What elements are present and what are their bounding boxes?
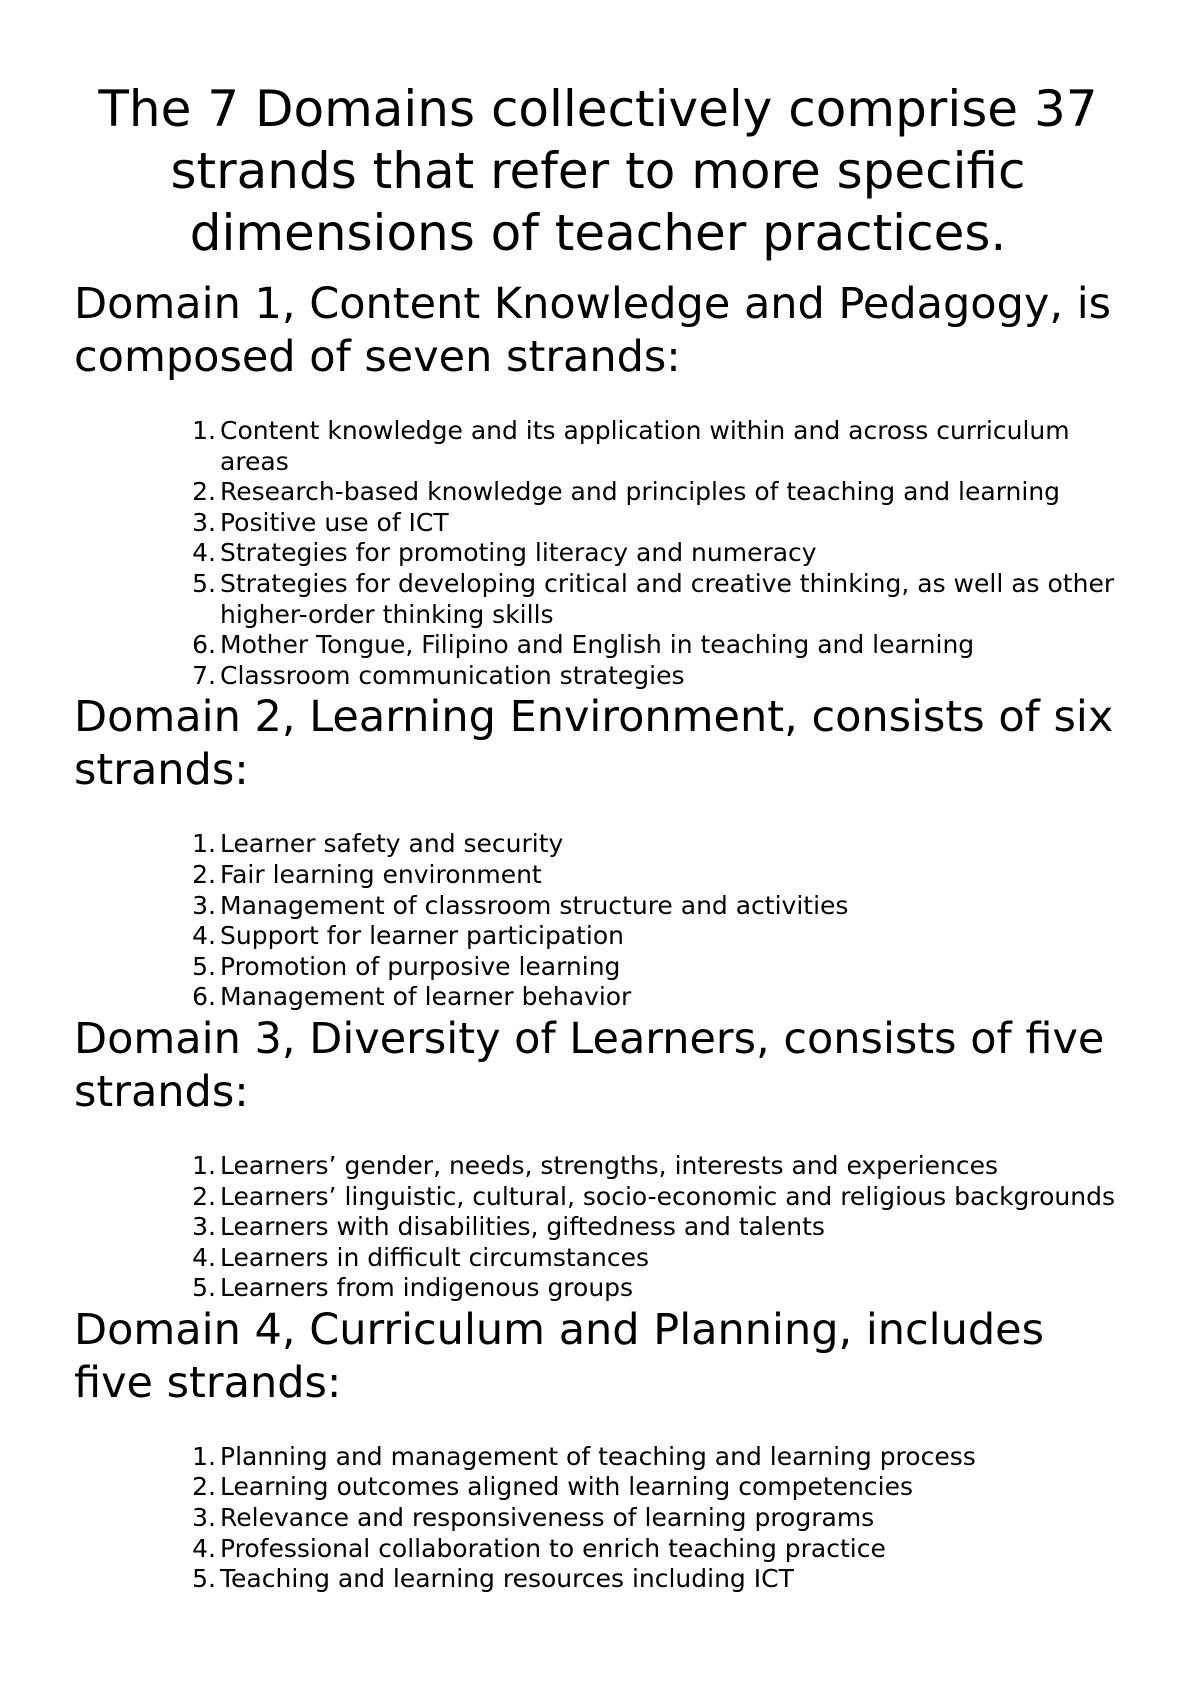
list-item-text: Support for learner participation [220,921,625,951]
list-number: 3. [192,507,216,537]
list-number: 2. [192,859,216,889]
list-number: 4. [192,1242,216,1272]
list-item-text: Learners in difficult circumstances [220,1242,650,1272]
list-item-text: Strategies for developing critical and creative thinking, as well as other higher-order thinking skills [220,568,1115,629]
list-number: 5. [192,1564,216,1594]
domain-3-section [74,1013,1122,1304]
list-item [74,891,1122,922]
list-item-text: Professional collaboration to enrich teaching practice [220,1533,886,1563]
list-item-text: Learner safety and security [220,829,564,859]
list-item [74,477,1122,508]
list-item-text: Teaching and learning resources including ICT [220,1564,794,1594]
list-number: 1. [192,1150,216,1180]
list-item [74,569,1122,630]
list-item [74,982,1122,1013]
domain-2-section [74,691,1122,1013]
list-item [74,1534,1122,1565]
list-item-text: Classroom communication strategies [220,660,685,690]
list-item-text: Content knowledge and its application within and across curriculum areas [220,416,1070,476]
list-item-text: Relevance and responsiveness of learning programs [220,1503,875,1533]
list-item-text: Management of classroom structure and activities [220,890,849,920]
domain-heading: Domain 4, Curriculum and Planning, includes five strands: [74,1304,1045,1408]
list-item [74,860,1122,891]
list-item [74,416,1122,477]
list-item [74,1503,1122,1534]
list-item-text: Mother Tongue, Filipino and English in teaching and learning [220,630,975,660]
domain-heading: Domain 1, Content Knowledge and Pedagogy, is composed of seven strands: [74,279,1112,382]
list-number: 4. [192,538,216,568]
list-item-text: Management of learner behavior [220,982,632,1012]
list-number: 7. [192,660,216,690]
domain-heading: Domain 3, Diversity of Learners, consists of five strands: [74,1013,1105,1117]
domain-heading: Domain 2, Learning Environment, consists of six strands: [74,692,1114,796]
list-number: 6. [192,630,216,660]
list-number: 4. [192,1533,216,1563]
domain-4-section [74,1304,1122,1595]
list-number: 3. [192,890,216,920]
list-item [74,1442,1122,1473]
list-item [74,1212,1122,1243]
list-item [74,952,1122,983]
domain-1-section [74,278,1122,691]
list-number: 2. [192,477,216,507]
list-number: 5. [192,1273,216,1303]
list-item [74,829,1122,860]
list-item [74,661,1122,692]
list-item-text: Planning and management of teaching and learning process [220,1441,976,1471]
list-number: 2. [192,1472,216,1502]
list-number: 4. [192,921,216,951]
list-item [74,1273,1122,1304]
list-number: 5. [192,568,216,598]
list-item-text: Learners from indigenous groups [220,1273,634,1303]
list-number: 3. [192,1212,216,1242]
list-item [74,630,1122,661]
list-number: 2. [192,1181,216,1211]
list-item [74,1151,1122,1182]
strand-list [74,1151,1122,1304]
list-item-text: Promotion of purposive learning [220,951,621,981]
strand-list [74,829,1122,1013]
list-item-text: Strategies for promoting literacy and numeracy [220,538,817,568]
list-number: 3. [192,1503,216,1533]
list-item [74,1472,1122,1503]
list-number: 1. [192,829,216,859]
list-item-text: Research-based knowledge and principles of teaching and learning [220,477,1061,507]
list-item [74,538,1122,569]
list-item-text: Learning outcomes aligned with learning competencies [220,1472,913,1502]
list-number: 1. [192,416,216,445]
strand-list [74,1442,1122,1595]
list-number: 6. [192,982,216,1012]
list-number: 5. [192,951,216,981]
list-item-text: Fair learning environment [220,859,542,889]
list-item [74,508,1122,539]
list-item [74,1182,1122,1213]
list-number: 1. [192,1441,216,1471]
list-item [74,921,1122,952]
strand-list [74,416,1122,691]
list-item [74,1564,1122,1595]
list-item-text: Learners’ linguistic, cultural, socio-economic and religious backgrounds [220,1181,1116,1211]
list-item-text: Learners’ gender, needs, strengths, interests and experiences [220,1150,999,1180]
list-item [74,1243,1122,1274]
page-title: The 7 Domains collectively comprise 37 strands that refer to more specific dimensions of teacher practices. [98,80,1098,262]
list-item-text: Learners with disabilities, giftedness and talents [220,1212,825,1242]
list-item-text: Positive use of ICT [220,507,449,537]
